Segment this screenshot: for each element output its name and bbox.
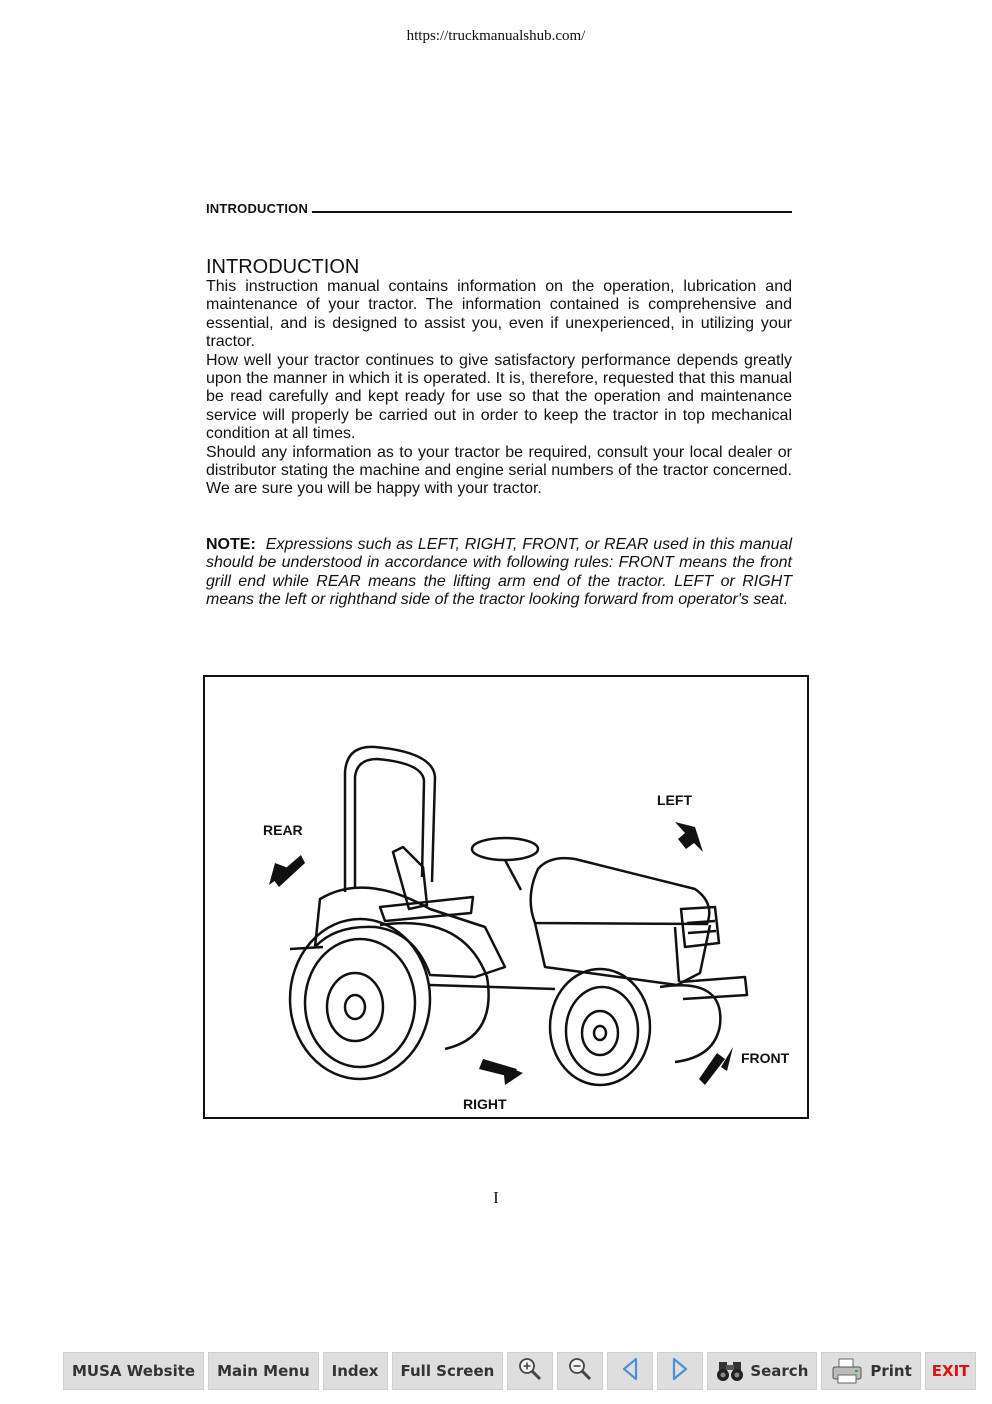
tractor-figure xyxy=(203,675,809,1119)
print-label: Print xyxy=(870,1362,912,1380)
viewer-toolbar xyxy=(63,1352,976,1390)
main-menu-button[interactable] xyxy=(208,1352,319,1390)
note-label: NOTE: xyxy=(206,536,256,553)
intro-paragraph: Should any information as to your tractor be required, consult your local dealer or distributor stating the machine and engine serial numbers of the tractor concerned. We are sure you will be happy with your tractor. xyxy=(206,443,792,498)
running-head-rule xyxy=(312,211,792,213)
printer-icon xyxy=(830,1357,864,1385)
intro-body xyxy=(206,278,792,499)
search-label: Search xyxy=(750,1362,809,1380)
binoculars-icon xyxy=(716,1359,744,1383)
label-front: FRONT xyxy=(741,1050,790,1066)
main-menu-label: Main Menu xyxy=(217,1362,310,1380)
label-left: LEFT xyxy=(657,792,692,808)
musa-website-button[interactable] xyxy=(63,1352,204,1390)
zoom-in-button[interactable] xyxy=(507,1352,553,1390)
previous-page-button[interactable] xyxy=(607,1352,653,1390)
page-title: INTRODUCTION xyxy=(206,256,360,278)
index-label: Index xyxy=(331,1362,379,1380)
label-rear: REAR xyxy=(263,822,303,838)
next-page-icon xyxy=(669,1356,691,1386)
intro-paragraph: How well your tractor continues to give satisfactory performance depends greatly upon the manner in which it is operated. It is, therefore, requested that this manual be read carefully and kept ready for use so that the operation and maintenance service will properly be carried out in order to keep the tractor in top mechanical condition at all times. xyxy=(206,351,792,443)
index-button[interactable] xyxy=(323,1352,388,1390)
note-text: Expressions such as LEFT, RIGHT, FRONT, or REAR used in this manual should be understood in accordance with following rules: FRONT means the front grill end while REAR means the lifting arm end of the tractor. LEFT or RIGHT means the left or righthand side of the tractor looking forward from operator's seat. xyxy=(206,536,792,609)
tractor-illustration xyxy=(205,677,807,1117)
search-button[interactable] xyxy=(707,1352,817,1390)
zoom-in-icon xyxy=(517,1356,543,1386)
zoom-out-icon xyxy=(567,1356,593,1386)
next-page-button[interactable] xyxy=(657,1352,703,1390)
previous-page-icon xyxy=(619,1356,641,1386)
full-screen-label: Full Screen xyxy=(400,1362,495,1380)
source-url: https://truckmanualshub.com/ xyxy=(406,28,586,44)
print-button[interactable] xyxy=(821,1352,920,1390)
full-screen-button[interactable] xyxy=(392,1352,504,1390)
exit-button[interactable] xyxy=(925,1352,977,1390)
page-number: I xyxy=(493,1188,499,1207)
intro-paragraph: This instruction manual contains information on the operation, lubrication and maintenance of your tractor. The information contained is comprehensive and essential, and is designed to assist you, even if unexperienced, in utilizing your tractor. xyxy=(206,278,792,351)
label-right: RIGHT xyxy=(463,1096,507,1112)
exit-label: EXIT xyxy=(931,1362,970,1380)
zoom-out-button[interactable] xyxy=(557,1352,603,1390)
musa-website-label: MUSA Website xyxy=(72,1362,196,1380)
running-head xyxy=(206,198,792,216)
note-block xyxy=(206,536,792,610)
running-head-label: INTRODUCTION xyxy=(206,201,309,216)
